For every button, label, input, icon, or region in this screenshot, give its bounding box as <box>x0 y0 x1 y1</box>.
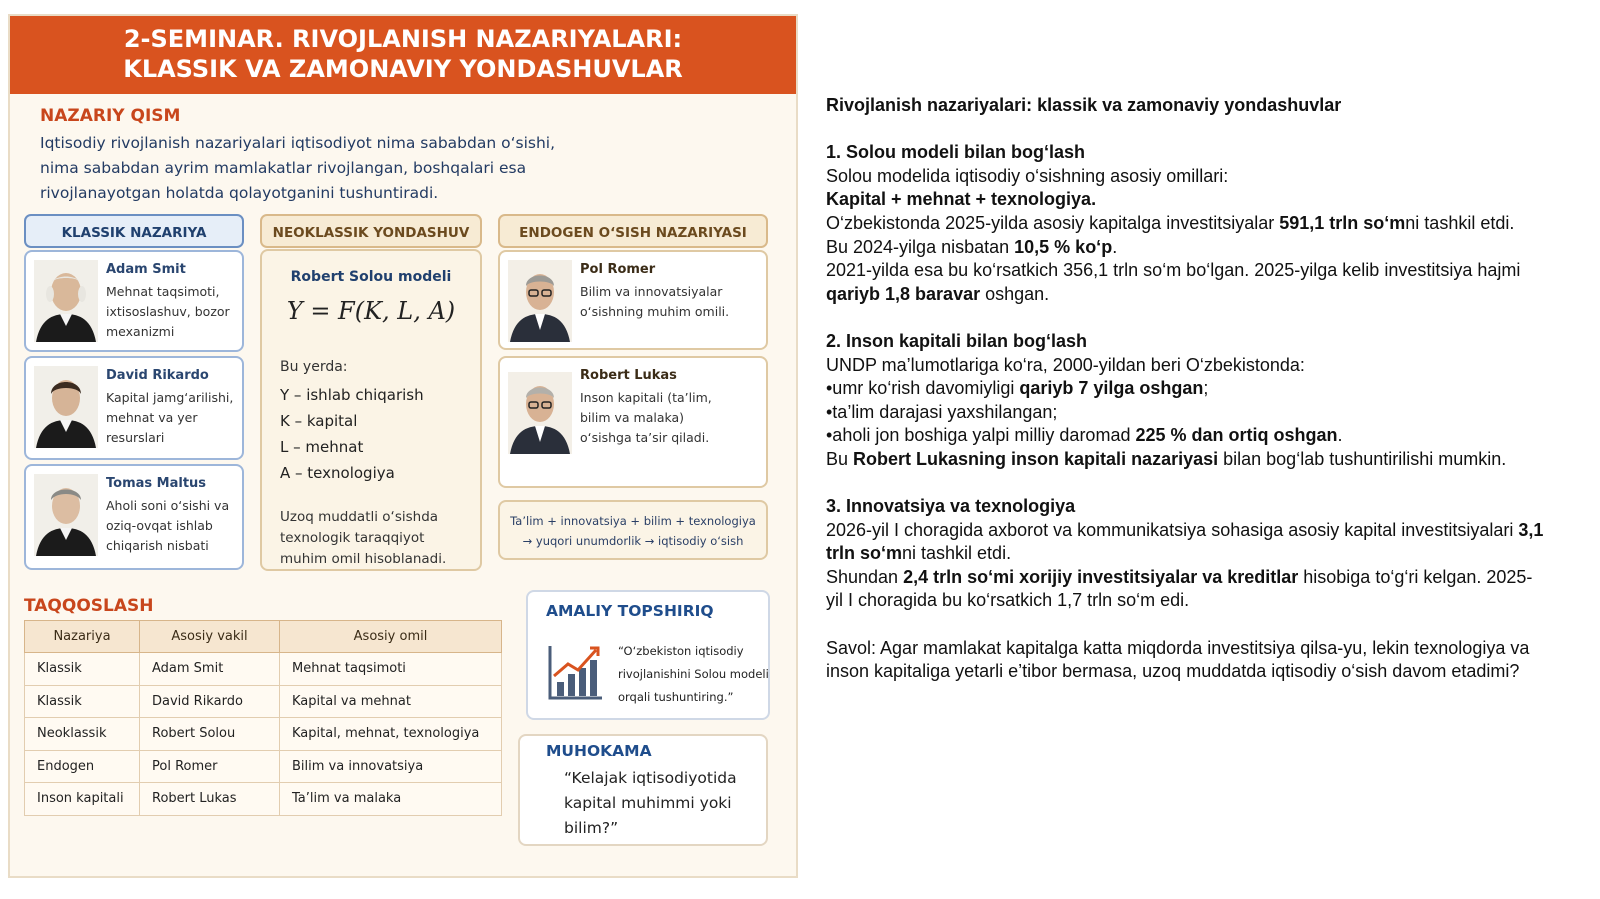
text-run: hisobiga to‘g‘ri kelgan. 2025-yil I choragida bu ko‘rsatkich 1,7 trln so‘m edi. <box>826 566 1533 611</box>
person-card-smit <box>24 250 244 352</box>
seminar-notes <box>826 94 1546 684</box>
intro-text <box>40 131 660 206</box>
person-card-lukas <box>498 356 768 488</box>
text-run: ni tashkil etdi. <box>902 543 1012 564</box>
column-header: Asosiy omil <box>280 621 502 653</box>
person-description: Mehnat taqsimoti, ixtisoslashuv, bozor mexanizmi <box>106 284 230 339</box>
intro-line: rivojlanayotgan holatda qolayotganini tushuntiradi. <box>40 184 439 202</box>
section-heading: 2. Inson kapitali bilan bog‘lash <box>826 330 1088 351</box>
column-header: Nazariya <box>25 621 140 653</box>
portrait-icon <box>508 260 572 342</box>
notes-paragraph <box>826 566 1546 613</box>
intro-line: Iqtisodiy rivojlanish nazariyalari iqtisodiyot nima sababdan o‘sishi, <box>40 134 556 152</box>
person-card-romer <box>498 250 768 350</box>
table-cell: Endogen <box>25 750 140 783</box>
text-run-bold: qariyb 1,8 baravar <box>826 283 981 304</box>
comparison-table <box>24 620 502 816</box>
practical-task-box <box>526 590 770 720</box>
text-run-bold: qariyb 7 yilga oshgan <box>1019 378 1204 399</box>
comparison-heading: TAQQOSLASH <box>24 596 154 616</box>
table-cell: Robert Lukas <box>140 783 280 816</box>
text-run: . <box>1337 425 1343 446</box>
section-heading: 1. Solou modeli bilan bog‘lash <box>826 142 1086 163</box>
text-run: bilan bog‘lab tushuntirilishi mumkin. <box>1218 448 1507 469</box>
text-run: O‘zbekistonda 2025-yilda asosiy kapitalga investitsiyalar <box>826 212 1280 233</box>
text-run: Shundan <box>826 566 904 587</box>
table-cell: Kapital, mehnat, texnologiya <box>280 718 502 751</box>
summary-line: Ta’lim + innovatsiya + bilim + texnologiya <box>510 514 756 528</box>
table-cell: Ta’lim va malaka <box>280 783 502 816</box>
portrait-icon <box>34 260 98 342</box>
variable-a: A – texnologiya <box>280 464 395 482</box>
text-run-bold: Robert Lukasning inson kapitali nazariyasi <box>853 448 1219 469</box>
person-name: David Rikardo <box>106 368 209 383</box>
table-cell: Robert Solou <box>140 718 280 751</box>
table-cell: David Rikardo <box>140 685 280 718</box>
portrait-icon <box>34 474 98 556</box>
person-name: Adam Smit <box>106 262 186 277</box>
text-run: •umr ko‘rish davomiyligi <box>826 378 1020 399</box>
discussion-box <box>518 734 768 846</box>
table-cell: Adam Smit <box>140 653 280 686</box>
model-title: Robert Solou modeli <box>290 269 452 285</box>
table-cell: Neoklassik <box>25 718 140 751</box>
text-run: Bu <box>826 448 854 469</box>
text-run: 2026-yil I choragida axborot va kommunikatsiya sohasiga asosiy kapital investitsiyalari <box>826 519 1519 540</box>
notes-paragraph <box>826 236 1546 260</box>
table-row <box>25 750 502 783</box>
table-cell: Mehnat taqsimoti <box>280 653 502 686</box>
notes-paragraph <box>826 212 1546 236</box>
notes-line: UNDP ma’lumotlariga ko‘ra, 2000-yildan beri O‘zbekistonda: <box>826 354 1305 375</box>
discussion-quote: “Kelajak iqtisodiyotida kapital muhimmi yoki bilim?” <box>564 769 737 837</box>
person-name: Pol Romer <box>580 262 656 277</box>
text-run: •aholi jon boshiga yalpi milliy daromad <box>826 425 1136 446</box>
table-row <box>25 685 502 718</box>
legend-label: Bu yerda: <box>280 359 348 375</box>
text-run: Bu 2024-yilga nisbatan <box>826 236 1015 257</box>
text-run: ; <box>1203 378 1209 399</box>
person-card-maltus <box>24 464 244 570</box>
solow-formula: Y = F(K, L, A) <box>286 297 456 325</box>
classic-header: KLASSIK NAZARIYA <box>24 214 244 248</box>
person-card-rikardo <box>24 356 244 460</box>
variable-k: K – kapital <box>280 412 358 430</box>
bullet-item <box>826 377 1546 401</box>
task-quote: “O‘zbekiston iqtisodiy rivojlanishini Solou modeli orqali tushuntiring.” <box>618 644 769 704</box>
table-cell: Bilim va innovatsiya <box>280 750 502 783</box>
endogenous-summary <box>498 500 768 560</box>
bullet-item <box>826 424 1546 448</box>
summary-line: → yuqori unumdorlik → iqtisodiy o‘sish <box>522 534 744 548</box>
neoclassic-box <box>260 249 482 571</box>
text-run: ni tashkil etdi. <box>1405 212 1515 233</box>
text-run: oshgan. <box>980 283 1050 304</box>
table-cell: Pol Romer <box>140 750 280 783</box>
portrait-icon <box>508 372 572 454</box>
table-row <box>25 653 502 686</box>
endogenous-header: ENDOGEN O‘SISH NAZARIYASI <box>498 214 768 248</box>
text-run: 2021-yilda esa bu ko‘rsatkich 356,1 trln so‘m bo‘lgan. 2025-yilga kelib investitsiya hajmi <box>826 260 1521 281</box>
column-header: Asosiy vakil <box>140 621 280 653</box>
notes-paragraph <box>826 259 1546 306</box>
notes-paragraph <box>826 448 1546 472</box>
text-run-bold: 591,1 trln so‘m <box>1279 212 1406 233</box>
poster-title-line1: 2-SEMINAR. RIVOJLANISH NAZARIYALARI: <box>123 25 683 53</box>
table-header-row <box>25 621 502 653</box>
question-text: Savol: Agar mamlakat kapitalga katta miqdorda investitsiya qilsa-yu, lekin texnologiya va inson kapitaliga yetarli e’tibor bermasa, uzoq muddatda iqtisodiy o‘sish davom etadimi? <box>826 637 1530 682</box>
portrait-icon <box>34 366 98 448</box>
text-run-bold: 3,1 trln so‘m <box>826 519 1544 564</box>
table-cell: Klassik <box>25 685 140 718</box>
notes-line: Solou modelida iqtisodiy o‘sishning asosiy omillari: <box>826 165 1229 186</box>
table-row <box>25 718 502 751</box>
person-name: Robert Lukas <box>580 368 677 383</box>
table-row <box>25 783 502 816</box>
variable-y: Y – ishlab chiqarish <box>280 386 424 404</box>
seminar-poster <box>8 14 798 878</box>
task-title: AMALIY TOPSHIRIQ <box>546 602 714 620</box>
section-heading: 3. Innovatsiya va texnologiya <box>826 496 1076 517</box>
variable-l: L – mehnat <box>280 438 364 456</box>
notes-paragraph <box>826 519 1546 566</box>
poster-title-line2: KLASSIK VA ZAMONAVIY YONDASHUVLAR <box>123 55 683 83</box>
table-cell: Inson kapitali <box>25 783 140 816</box>
poster-title-banner <box>10 16 796 94</box>
table-cell: Kapital va mehnat <box>280 685 502 718</box>
notes-formula: Kapital + mehnat + texnologiya. <box>826 189 1097 210</box>
neoclassic-header: NEOKLASSIK YONDASHUV <box>260 214 482 248</box>
person-name: Tomas Maltus <box>106 476 207 491</box>
theory-heading: NAZARIY QISM <box>40 106 181 126</box>
text-run-bold: 2,4 trln so‘mi xorijiy investitsiyalar va kreditlar <box>903 566 1299 587</box>
neoclassic-note: Uzoq muddatli o‘sishda texnologik taraqqiyot muhim omil hisoblanadi. <box>280 509 447 567</box>
growth-chart-icon <box>548 642 604 700</box>
text-run: . <box>1112 236 1118 257</box>
person-description: Bilim va innovatsiyalar o‘sishning muhim omili. <box>580 284 730 319</box>
text-run-bold: 225 % dan ortiq oshgan <box>1135 425 1338 446</box>
person-description: Kapital jamg‘arilishi, mehnat va yer resurslari <box>106 390 234 445</box>
person-description: Aholi soni o‘sishi va oziq-ovqat ishlab chiqarish nisbati <box>106 498 230 553</box>
discussion-title: MUHOKAMA <box>546 742 652 760</box>
bullet-item: •ta’lim darajasi yaxshilangan; <box>826 401 1058 422</box>
text-run-bold: 10,5 % ko‘p <box>1014 236 1113 257</box>
person-description: Inson kapitali (ta’lim, bilim va malaka) o‘sishga ta’sir qiladi. <box>580 390 712 445</box>
intro-line: nima sababdan ayrim mamlakatlar rivojlangan, boshqalari esa <box>40 159 527 177</box>
table-cell: Klassik <box>25 653 140 686</box>
notes-title: Rivojlanish nazariyalari: klassik va zamonaviy yondashuvlar <box>826 95 1342 115</box>
